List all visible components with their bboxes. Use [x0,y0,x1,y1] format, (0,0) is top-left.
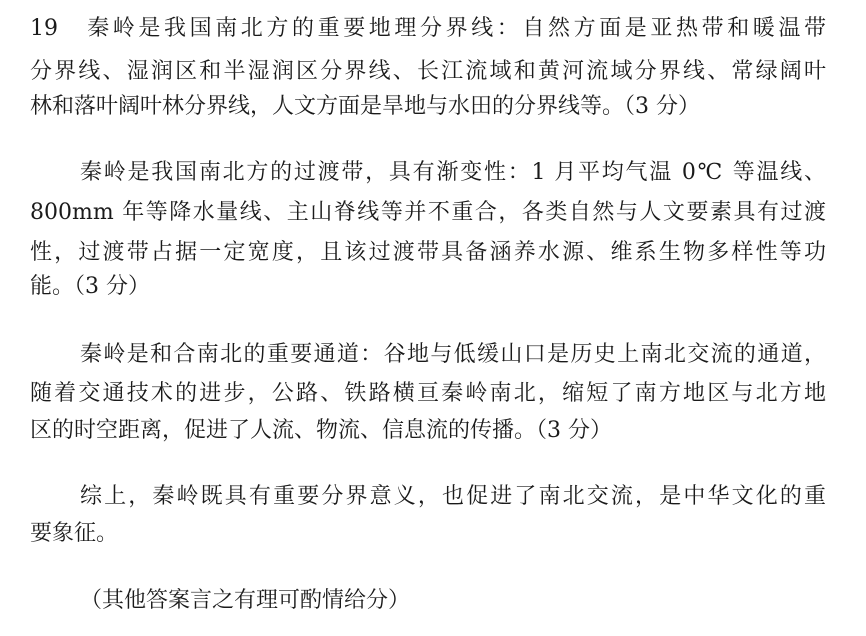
paragraph-3-line-3: 区的时空距离，促进了人流、物流、信息流的传播。（3 分） [30,418,612,443]
paragraph-2-line-1: 秦岭是我国南北方的过渡带，具有渐变性：1 月平均气温 0℃ 等温线、 [80,160,826,185]
paragraph-1-line-1: 19 秦岭是我国南北方的重要地理分界线：自然方面是亚热带和暖温带 [30,16,826,41]
grading-note: （其他答案言之有理可酌情给分） [80,588,411,613]
paragraph-4-line-1: 综上，秦岭既具有重要分界意义，也促进了南北交流，是中华文化的重 [80,484,826,509]
paragraph-2-line-2: 800mm 年等降水量线、主山脊线等并不重合，各类自然与人文要素具有过渡 [30,200,826,225]
paragraph-3-line-1: 秦岭是和合南北的重要通道：谷地与低缓山口是历史上南北交流的通道， [80,342,826,367]
paragraph-1-line-2: 分界线、湿润区和半湿润区分界线、长江流域和黄河流域分界线、常绿阔叶 [30,59,826,84]
paragraph-2-line-4: 能。（3 分） [30,274,150,299]
paragraph-4-line-2: 要象征。 [30,521,119,546]
paragraph-3-line-2: 随着交通技术的进步，公路、铁路横亘秦岭南北，缩短了南方地区与北方地 [30,381,826,406]
paragraph-1-line-3: 林和落叶阔叶林分界线，人文方面是旱地与水田的分界线等。（3 分） [30,94,700,119]
paragraph-2-line-3: 性，过渡带占据一定宽度，且该过渡带具备涵养水源、维系生物多样性等功 [30,240,826,265]
